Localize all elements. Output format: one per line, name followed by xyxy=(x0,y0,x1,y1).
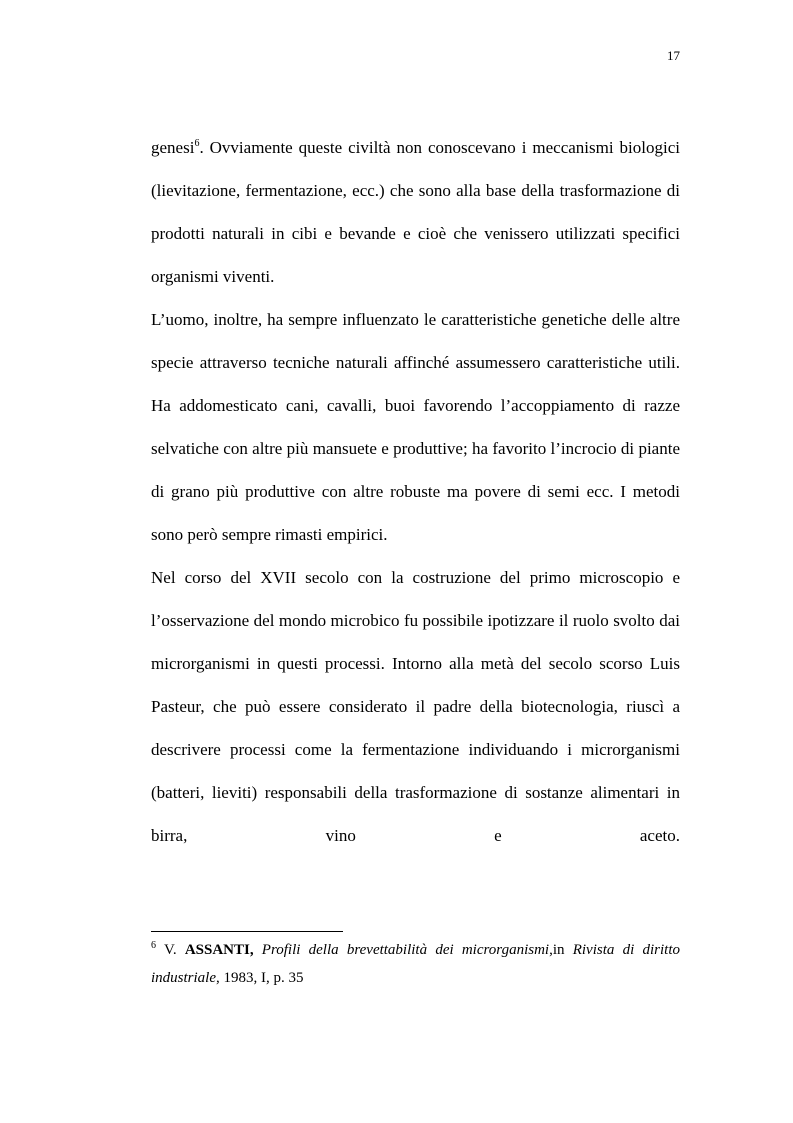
paragraph-1-text-start: genesi xyxy=(151,138,195,157)
page-number: 17 xyxy=(667,48,680,63)
paragraph-3: Nel corso del XVII secolo con la costruzione del primo microscopio e l’osservazione del mondo microbico fu possibile ipotizzare il ruolo svolto dai microrganismi in questi processi. Intorno alla metà del secolo scorso Luis Pasteur, che può essere considerato il padre della biotecnologia, riuscì a descrivere processi come la fermentazione individuando i microrganismi (batteri, lieviti) responsabili della trasformazione di sostanze alimentari in birra, vino e aceto. xyxy=(151,568,680,845)
footnote-suffix: , 1983, I, p. 35 xyxy=(216,970,304,986)
body-text xyxy=(151,126,680,857)
footnote-title: Profili della brevettabilità dei microrganismi xyxy=(253,942,550,958)
paragraph-1 xyxy=(151,126,680,298)
footnote xyxy=(151,936,680,992)
footnote-mid: ,in xyxy=(549,942,573,958)
footnote-reference[interactable]: 6 xyxy=(194,138,200,149)
footnote-prefix: V. xyxy=(156,942,185,958)
footnote-separator xyxy=(151,931,343,932)
footnote-marker: 6 xyxy=(151,940,156,951)
paragraph-1-text-end: . Ovviamente queste civiltà non conoscevano i meccanismi biologici (lievitazione, fermentazione, ecc.) che sono alla base della trasformazione di prodotti naturali in cibi e bevande e cioè che venissero utilizzati specifici organismi viventi. xyxy=(151,138,680,286)
paragraph-2: L’uomo, inoltre, ha sempre influenzato le caratteristiche genetiche delle altre specie attraverso tecniche naturali affinché assumessero caratteristiche utili. Ha addomesticato cani, cavalli, buoi favorendo l’accoppiamento di razze selvatiche con altre più mansuete e produttive; ha favorito l’incrocio di piante di grano più produttive con altre robuste ma povere di semi ecc. I metodi sono però sempre rimasti empirici. xyxy=(151,310,680,544)
footnote-journal: Rivista di diritto industriale xyxy=(151,942,680,986)
footnote-author: ASSANTI, xyxy=(184,942,254,958)
